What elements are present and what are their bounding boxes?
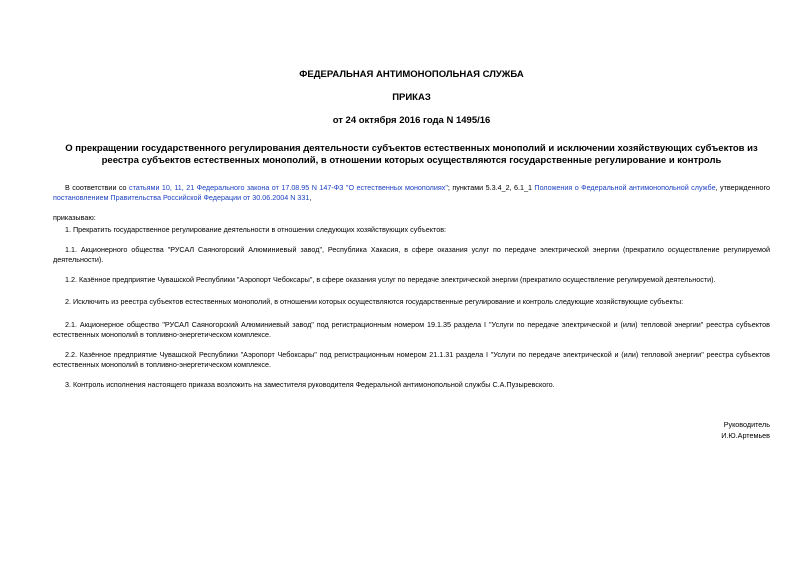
signature-title: Руководитель [723, 420, 770, 429]
basis-middle-2: , утвержденного [715, 183, 771, 192]
basis-paragraph [53, 183, 770, 203]
basis-prefix: В соответствии со [65, 183, 129, 192]
item-3: 3. Контроль исполнения настоящего приказа возложить на заместителя руководителя Федеральной антимонопольной службы С.А.Пузыревского. [65, 380, 555, 389]
order-word: приказываю: [53, 213, 96, 222]
basis-suffix: , [309, 193, 312, 202]
resolution-link[interactable]: постановлением Правительства Российской Федерации от 30.06.2004 N 331 [53, 193, 310, 202]
signature-name: И.Ю.Артемьев [721, 431, 770, 440]
item-1: 1. Прекратить государственное регулирование деятельности в отношении следующих хозяйствующих субъектов: [65, 225, 447, 234]
item-1-1: 1.1. Акционерного общества "РУСАЛ Саяногорский Алюминиевый завод", Республика Хакасия, в сфере оказания услуг по передаче электрической энергии (прекратило осуществление регулируемой деятельности). [53, 245, 770, 264]
item-2-2: 2.2. Казённое предприятие Чувашской Республики "Аэропорт Чебоксары" под регистрационным номером 21.1.31 раздела I "Услуги по передаче электрической и (или) тепловой энергии" реестра субъектов естественных монополий в топливно-энергетическом комплексе. [53, 350, 770, 369]
law-link[interactable]: статьями 10, 11, 21 Федерального закона от 17.08.95 N 147-ФЗ "О естественных монополиях" [128, 183, 448, 192]
regulation-link[interactable]: Положения о Федеральной антимонопольной службе [534, 183, 716, 192]
item-2-1: 2.1. Акционерное общество "РУСАЛ Саяногорский Алюминиевый завод" под регистрационным номером 19.1.35 раздела I "Услуги по передаче электрической и (или) тепловой энергии" реестра субъектов естественных монополий в топливно-энергетическом комплексе. [53, 320, 770, 339]
document-type: ПРИКАЗ [392, 92, 431, 103]
organization-title: ФЕДЕРАЛЬНАЯ АНТИМОНОПОЛЬНАЯ СЛУЖБА [299, 69, 524, 80]
item-2: 2. Исключить из реестра субъектов естественных монополий, в отношении которых осуществляются государственные регулирование и контроль следующие хозяйствующие субъекты: [65, 297, 684, 306]
basis-middle-1: ; пунктами 5.3.4_2, 6.1_1 [447, 183, 535, 192]
document-subject: О прекращении государственного регулирования деятельности субъектов естественных монополий и исключении хозяйствующих субъектов из реестра субъектов естественных монополий, в отношении которых осуществляются государственные регулирование и контроль [65, 143, 758, 166]
item-1-2: 1.2. Казённое предприятие Чувашской Республики "Аэропорт Чебоксары", в сфере оказания услуг по передаче электрической энергии (прекратило осуществление регулируемой деятельности). [65, 275, 716, 284]
document-date-number: от 24 октября 2016 года N 1495/16 [332, 115, 491, 126]
